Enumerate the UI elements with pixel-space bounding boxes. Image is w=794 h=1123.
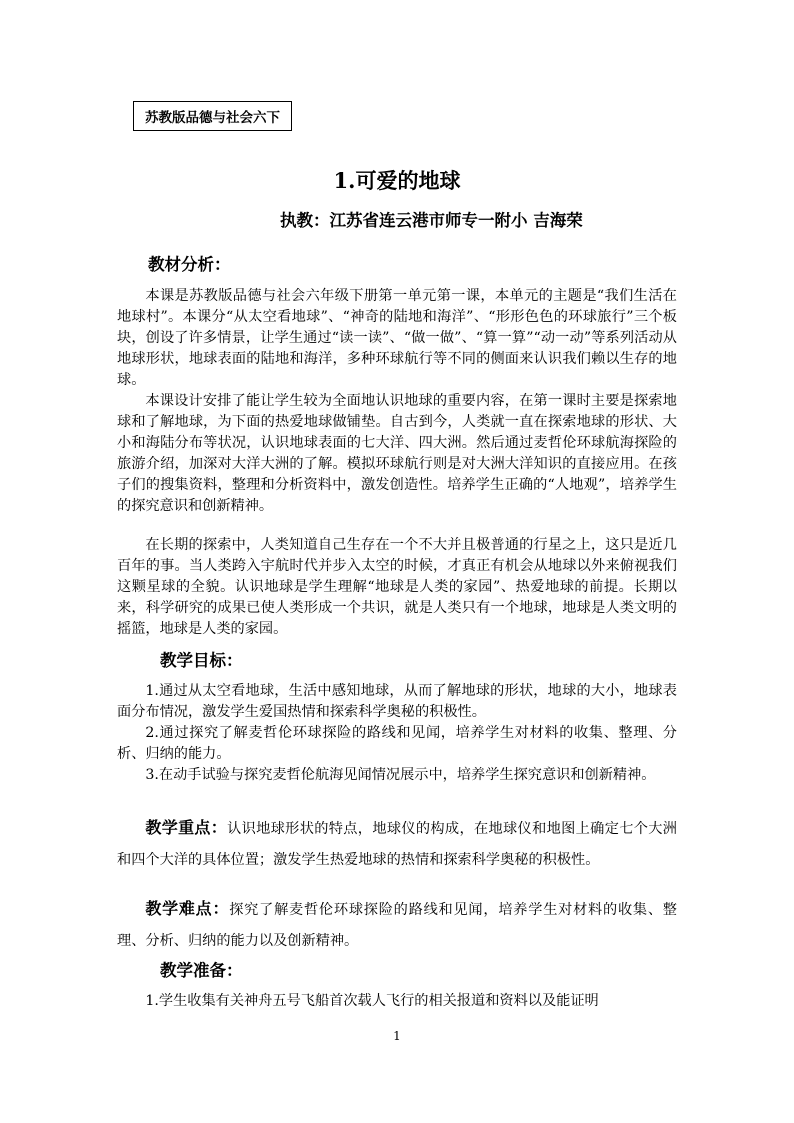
goal-item-1: 1.通过从太空看地球，生活中感知地球，从而了解地球的形状，地球的大小，地球表面分布情况，激发学生爱国热情和探索科学奥秘的积极性。 [117, 683, 677, 720]
difficulty-heading: 教学难点： [145, 899, 230, 918]
goal-item-2: 2.通过探究了解麦哲伦环球探险的路线和见闻，培养学生对材料的收集、整理、分析、归纳的能力。 [117, 725, 677, 762]
focus-heading: 教学重点： [145, 818, 228, 837]
analysis-heading: 教材分析： [148, 255, 231, 274]
focus-paragraph [117, 812, 677, 876]
analysis-paragraph-3: 在长期的探索中，人类知道自己生存在一个不大并且极普通的行星之上，这只是近几百年的事。当人类跨入宇航时代并步入太空的时候，才真正有机会从地球以外来俯视我们这颗星球的全貌。认识地球是学生理解“地球是人类的家园”、热爱地球的前提。长期以来，科学研究的成果已使人类形成一个共识，就是人类只有一个地球，地球是人类文明的摇篮，地球是人类的家园。 [117, 537, 677, 637]
lesson-author: 执教：江苏省连云港市师专一附小 吉海荣 [280, 211, 583, 230]
analysis-paragraph-1: 本课是苏教版品德与社会六年级下册第一单元第一课，本单元的主题是“我们生活在地球村”。本课分“从太空看地球”、“神奇的陆地和海洋”、“形形色色的环球旅行”三个板块，创设了许多情景，让学生通过“读一读”、“做一做”、“算一算”“动一动”等系列活动从地球形状，地球表面的陆地和海洋，多种环球航行等不同的侧面来认识我们赖以生存的地球。 [117, 288, 677, 388]
prep-item-1: 1.学生收集有关神舟五号飞船首次载人飞行的相关报道和资料以及能证明 [145, 993, 599, 1009]
analysis-paragraph-2: 本课设计安排了能让学生较为全面地认识地球的重要内容，在第一课时主要是探索地球和了解地球，为下面的热爱地球做铺垫。自古到今，人类就一直在探索地球的形状、大小和海陆分布等状况，认识地球表面的七大洋、四大洲。然后通过麦哲伦环球航海探险的旅游介绍，加深对大洋大洲的了解。模拟环球航行则是对大洲大洋知识的直接应用。在孩子们的搜集资料，整理和分析资料中，激发创造性。培养学生正确的“人地观”，培养学生的探究意识和创新精神。 [117, 393, 677, 514]
difficulty-paragraph [117, 893, 677, 957]
difficulty-text: 探究了解麦哲伦环球探险的路线和见闻，培养学生对材料的收集、整理、分析、归纳的能力以及创新精神。 [117, 902, 677, 949]
lesson-title: 1.可爱的地球 [333, 168, 461, 193]
prep-heading: 教学准备： [160, 961, 243, 980]
textbook-tag: 苏教版品德与社会六下 [133, 101, 292, 131]
goals-heading: 教学目标： [160, 651, 243, 670]
goal-item-3: 3.在动手试验与探究麦哲伦航海见闻情况展示中，培养学生探究意识和创新精神。 [145, 767, 656, 783]
focus-text: 认识地球形状的特点，地球仪的构成，在地球仪和地图上确定七个大洲和四个大洋的具体位置；激发学生热爱地球的热情和探索科学奥秘的积极性。 [117, 821, 677, 868]
page-number: 1 [393, 1029, 401, 1043]
